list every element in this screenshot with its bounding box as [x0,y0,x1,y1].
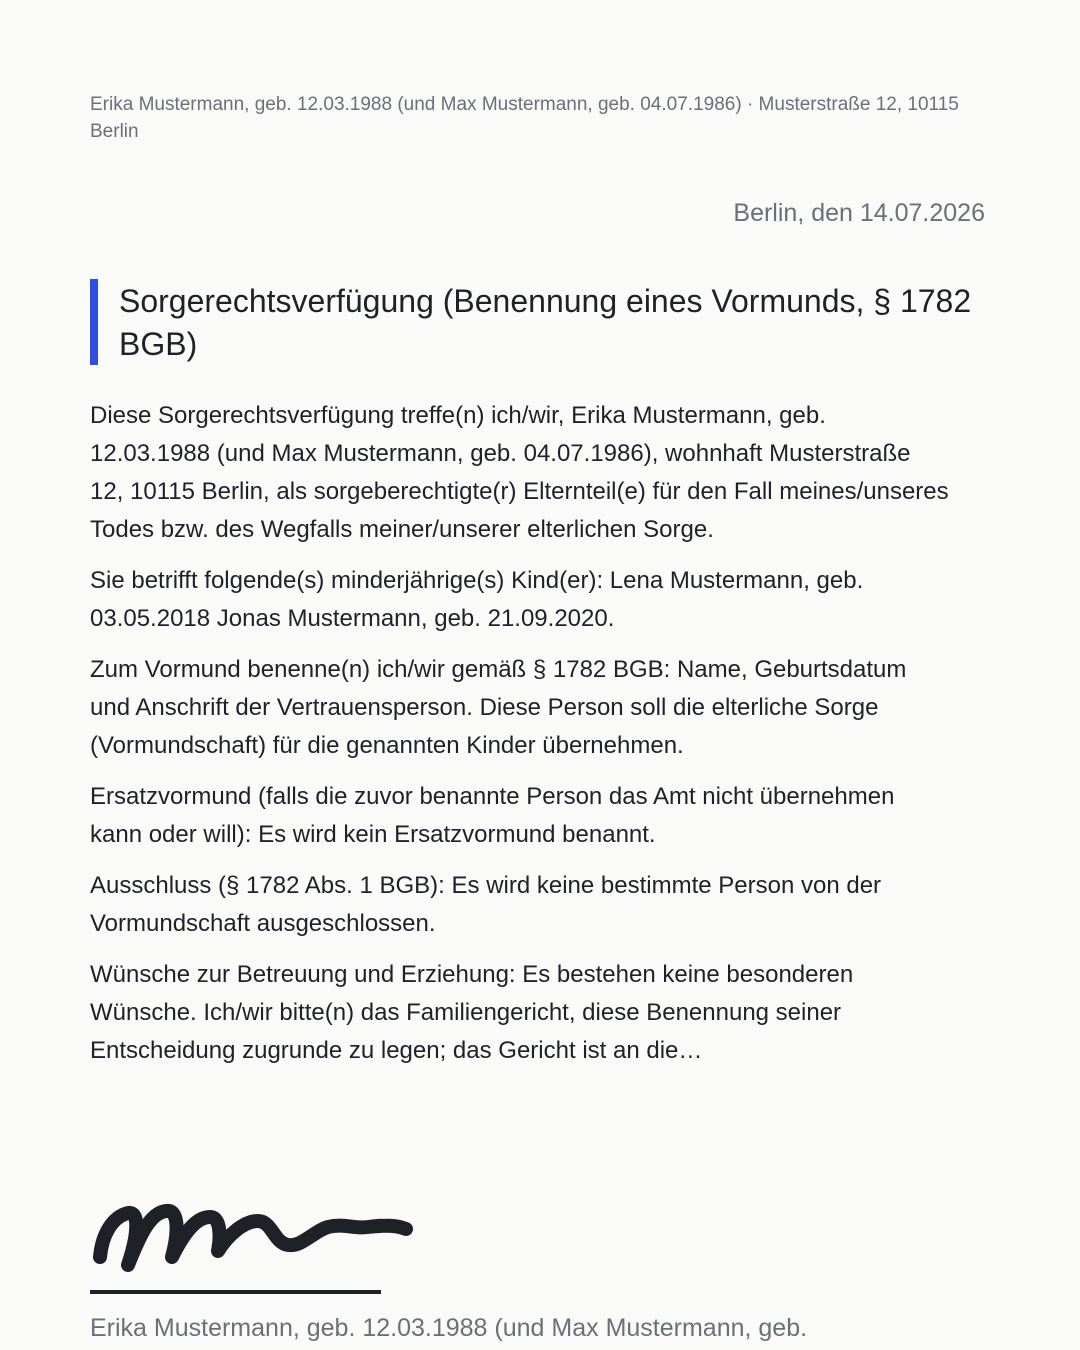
signer-name: Erika Mustermann, geb. 12.03.1988 (und Max Mustermann, geb. [90,1314,808,1342]
paragraph-declaration: Diese Sorgerechtsverfügung treffe(n) ich/wir, Erika Mustermann, geb. 12.03.1988 (und Max Mustermann, geb. 04.07.1986), wohnhaft Musterstraße 12, 10115 Berlin, als sorgeberechtigte(r) Elternteil(e) für den Fall meines/unseres Todes bzw. des Wegfalls meiner/unserer elterlichen Sorge. [90,402,949,543]
document-title: Sorgerechtsverfügung (Benennung eines Vormunds, § 1782 BGB) [119,283,972,362]
title-block [90,279,1019,365]
paragraph-substitute-guardian: Ersatzvormund (falls die zuvor benannte Person das Amt nicht übernehmen kann oder will): Es wird kein Ersatzvormund benannt. [90,783,895,848]
handwritten-signature [88,1195,418,1285]
paragraph-children: Sie betrifft folgende(s) minderjährige(s) Kind(er): Lena Mustermann, geb. 03.05.2018 Jonas Mustermann, geb. 21.09.2020. [90,567,864,632]
sender-address: Erika Mustermann, geb. 12.03.1988 (und Max Mustermann, geb. 04.07.1986) · Musterstraße 12, 10115 Berlin [90,94,959,142]
signature-line [90,1290,381,1294]
place-date: Berlin, den 14.07.2026 [733,199,985,227]
document-body [90,397,950,1083]
paragraph-wishes: Wünsche zur Betreuung und Erziehung: Es bestehen keine besonderen Wünsche. Ich/wir bitte(n) das Familiengericht, diese Benennung seiner Entscheidung zugrunde zu legen; das Gericht ist an die… [90,961,854,1064]
paragraph-guardian: Zum Vormund benenne(n) ich/wir gemäß § 1782 BGB: Name, Geburtsdatum und Anschrift der Vertrauensperson. Diese Person soll die elterliche Sorge (Vormundschaft) für die genannten Kinder übernehmen. [90,656,907,759]
paragraph-exclusion: Ausschluss (§ 1782 Abs. 1 BGB): Es wird keine bestimmte Person von der Vormundschaft ausgeschlossen. [90,872,882,937]
